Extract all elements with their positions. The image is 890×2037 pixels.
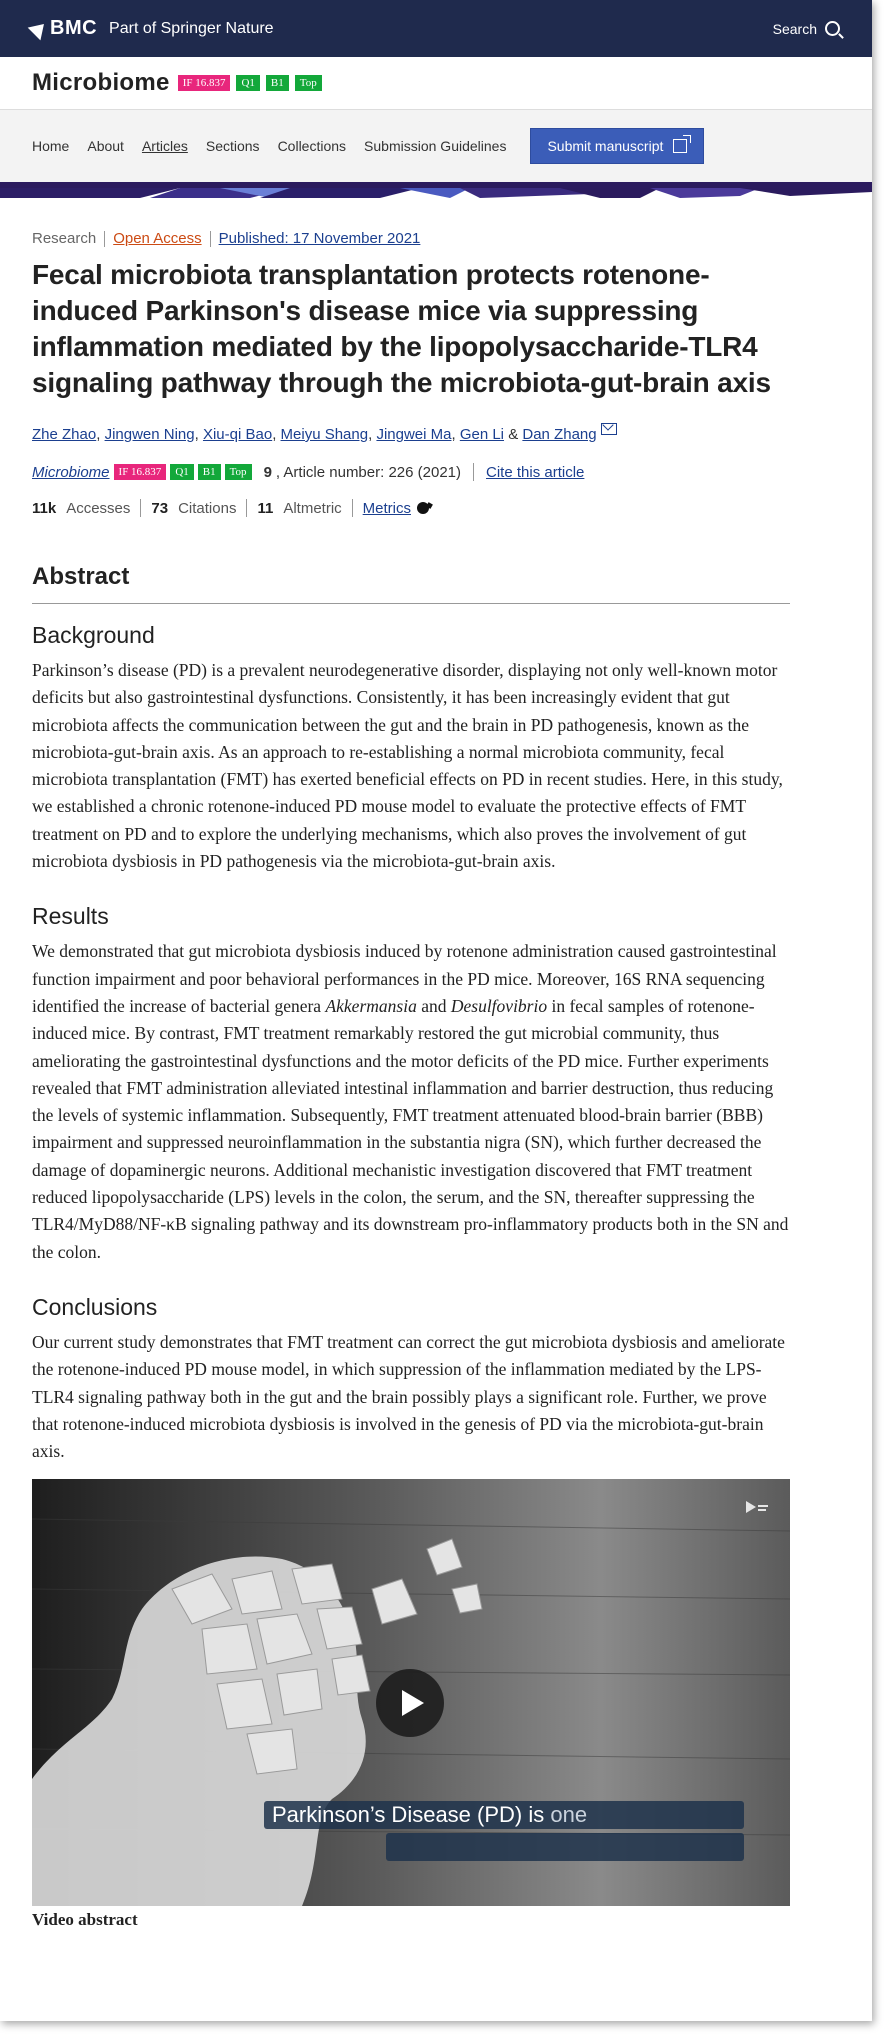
background-heading: Background bbox=[32, 622, 155, 648]
journal-bar bbox=[0, 57, 872, 110]
bmc-logo[interactable] bbox=[32, 17, 97, 40]
journal-title[interactable]: Microbiome bbox=[32, 69, 170, 96]
genus-name: Desulfovibrio bbox=[450, 995, 548, 1016]
metrics-link[interactable]: Metrics bbox=[362, 499, 411, 517]
play-icon bbox=[402, 1690, 424, 1716]
journal-nav bbox=[0, 110, 872, 182]
play-button[interactable] bbox=[376, 1669, 444, 1737]
bmc-logo-icon bbox=[28, 17, 51, 40]
rank-badge: B1 bbox=[266, 75, 289, 91]
video-caption bbox=[272, 1801, 587, 1829]
nav-about[interactable]: About bbox=[87, 138, 124, 154]
top-badge: Top bbox=[295, 75, 322, 91]
search-icon bbox=[825, 21, 840, 36]
divider bbox=[473, 463, 474, 481]
author-separator: , bbox=[272, 426, 277, 443]
author-separator: , bbox=[451, 426, 456, 443]
nav-collections[interactable]: Collections bbox=[277, 138, 347, 154]
quartile-badge: Q1 bbox=[236, 75, 259, 91]
global-header bbox=[0, 0, 872, 57]
nav-sections[interactable]: Sections bbox=[205, 138, 260, 154]
email-icon[interactable] bbox=[601, 423, 617, 435]
author-link[interactable]: Meiyu Shang bbox=[280, 426, 369, 443]
nav-articles[interactable]: Articles bbox=[141, 138, 188, 154]
background-text: Parkinson’s disease (PD) is a prevalent neurodegenerative disorder, displaying not only well-known motor deficits but also gastrointestinal dysfunctions. Consistently, it has been increasingly evident that gut microbiota affects the communication between the gut and the brain in PD pathogenesis, known as the microbiota-gut-brain axis. As an approach to re-establishing a normal microbiota community, fecal microbiota transplantation (FMT) has exerted beneficial effects on PD in recent studies. Here, in this study, we established a chronic rotenone-induced PD mouse model to evaluate the protective effects of FMT treatment on PD and to explore the underlying mechanisms, which also proves the involvement of gut microbiota dysbiosis in PD pathogenesis via the microbiota-gut-brain axis. bbox=[32, 660, 783, 872]
results-text-part: We demonstrated that gut microbiota dysbiosis induced by rotenone administration caused gastrointestinal function impairment and poor behavioral performances in the PD mice. Moreover, 16S RNA sequencing identified the increase of bacterial genera bbox=[32, 941, 777, 1016]
top-badge: Top bbox=[225, 464, 252, 480]
author-link[interactable]: Zhe Zhao bbox=[32, 426, 97, 443]
corresponding-author-link[interactable]: Dan Zhang bbox=[522, 426, 597, 443]
citations-label: Citations bbox=[178, 499, 237, 517]
accesses-count: 11k bbox=[32, 499, 57, 517]
cite-article-link[interactable]: Cite this article bbox=[486, 463, 585, 481]
author-separator: , bbox=[368, 426, 373, 443]
conclusions-heading: Conclusions bbox=[32, 1293, 158, 1320]
volume-number: 9 bbox=[263, 463, 272, 481]
altmetric-count: 11 bbox=[257, 499, 274, 517]
divider bbox=[246, 499, 247, 517]
submit-manuscript-button[interactable] bbox=[530, 128, 704, 164]
author-link[interactable]: Gen Li bbox=[459, 426, 505, 443]
bmc-logo-text: BMC bbox=[50, 17, 98, 39]
quartile-badge: Q1 bbox=[170, 464, 193, 480]
published-date-link[interactable]: Published: 17 November 2021 bbox=[218, 230, 421, 247]
caption-text-main: Parkinson’s Disease (PD) is bbox=[272, 1802, 551, 1828]
conclusions-text: Our current study demonstrates that FMT treatment can correct the gut microbiota dysbiosis and ameliorate the rotenone-induced PD mouse model, in which suppression of the inflammation mediated by the LPS-TLR4 signaling pathway both in the gut and the brain possibly plays a significant role. Further, we prove that rotenone-induced microbiota dysbiosis is involved in the genesis of PD via the microbiota-gut-brain axis. bbox=[32, 1331, 785, 1462]
author-link[interactable]: Xiu-qi Bao bbox=[202, 426, 273, 443]
divider bbox=[104, 231, 105, 247]
altmetric-label: Altmetric bbox=[283, 499, 342, 517]
search-button[interactable] bbox=[773, 21, 840, 37]
citation-line bbox=[32, 463, 790, 481]
results-text bbox=[32, 938, 790, 1266]
accesses-label: Accesses bbox=[66, 499, 131, 517]
video-abstract-label: Video abstract bbox=[32, 1910, 138, 1930]
author-list bbox=[32, 423, 790, 445]
external-link-icon bbox=[673, 139, 687, 153]
journal-link[interactable]: Microbiome bbox=[32, 463, 110, 481]
caption-text-fading: one bbox=[550, 1802, 588, 1828]
metrics-line bbox=[32, 499, 790, 517]
search-label: Search bbox=[772, 20, 817, 37]
author-separator: , bbox=[194, 426, 199, 443]
impact-factor-badge: IF 16.837 bbox=[178, 75, 231, 91]
impact-factor-badge: IF 16.837 bbox=[114, 464, 167, 480]
author-separator: , bbox=[96, 426, 101, 443]
results-text-part: in fecal samples of rotenone-induced mice. By contrast, FMT treatment remarkably restored the gut microbial community, thus ameliorating the gastrointestinal dysfunctions and the motor deficits of the PD mice. Further experiments revealed that FMT administration alleviated intestinal inflammation and barrier destruction, thus reducing the levels of systemic inflammation. Subsequently, FMT treatment attenuated blood-brain barrier (BBB) impairment and suppressed neuroinflammation in the substantia nigra (SN), which further decreased the damage of dopaminergic neurons. Additional mechanistic investigation discovered that FMT treatment reduced lipopolysaccharide (LPS) levels in the colon, the serum, and the SN, thereafter suppressing the TLR4/MyD88/NF-κB signaling pathway and its downstream pro-inflammatory products both in the SN and the colon. bbox=[32, 995, 789, 1262]
springer-nature-text: Part of Springer Nature bbox=[109, 19, 274, 37]
decorative-banner bbox=[0, 182, 872, 198]
open-access-link[interactable]: Open Access bbox=[113, 230, 202, 247]
nav-submission-guidelines[interactable]: Submission Guidelines bbox=[364, 138, 507, 154]
article-content bbox=[0, 230, 822, 1930]
genus-name: Akkermansia bbox=[325, 995, 417, 1016]
decorative-banner-graphic bbox=[0, 182, 872, 198]
results-heading: Results bbox=[32, 903, 109, 930]
author-link[interactable]: Jingwen Ning bbox=[104, 426, 195, 443]
brand[interactable] bbox=[32, 17, 274, 40]
results-text-part: and bbox=[416, 995, 451, 1016]
abstract-heading: Abstract bbox=[32, 563, 790, 604]
citations-count: 73 bbox=[151, 499, 169, 517]
nav-home[interactable]: Home bbox=[32, 138, 70, 154]
divider bbox=[352, 499, 353, 517]
rank-badge: B1 bbox=[198, 464, 221, 480]
altmetric-icon bbox=[417, 502, 429, 514]
article-meta bbox=[32, 230, 790, 247]
video-abstract-player[interactable] bbox=[32, 1479, 790, 1906]
author-and: & bbox=[508, 426, 519, 443]
divider bbox=[140, 499, 141, 517]
author-link[interactable]: Jingwei Ma bbox=[376, 426, 452, 443]
caption-background bbox=[386, 1833, 744, 1861]
article-number: , Article number: 226 (2021) bbox=[275, 463, 462, 481]
divider bbox=[210, 231, 211, 247]
article-type: Research bbox=[32, 230, 97, 247]
article-title: Fecal microbiota transplantation protects rotenone-induced Parkinson's disease mice via suppressing inflammation mediated by the lipopolysaccharide-TLR4 signaling pathway through the microbiota-gut-brain axis bbox=[32, 259, 771, 398]
submit-manuscript-label: Submit manuscript bbox=[547, 138, 664, 154]
